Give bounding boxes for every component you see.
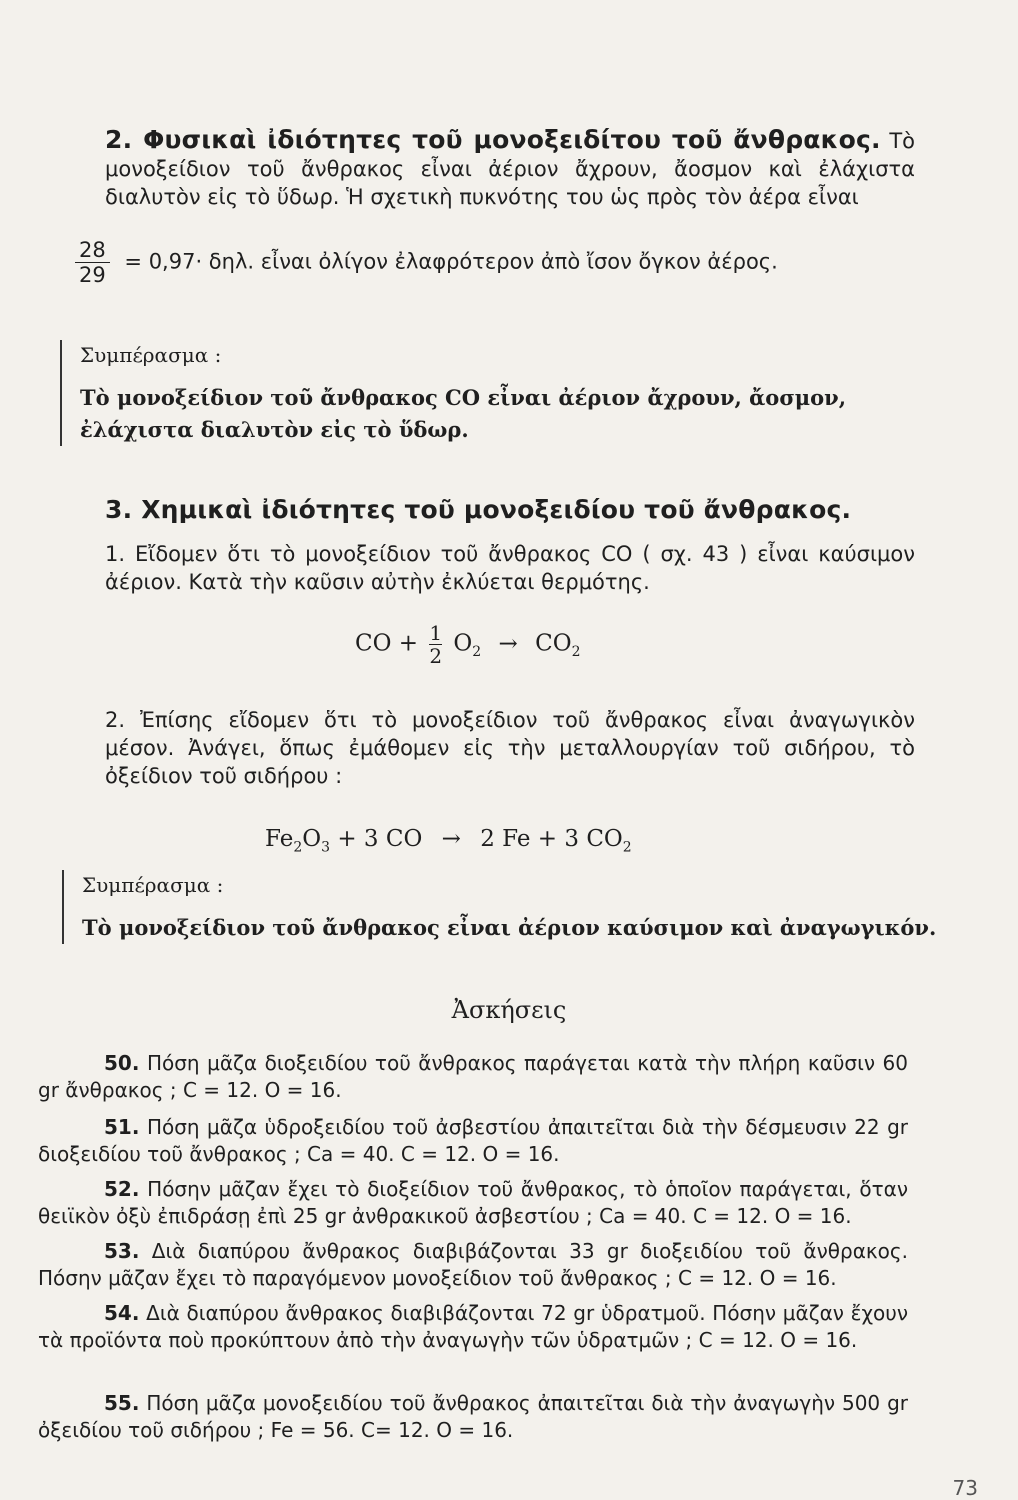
conclusion-statement: Τὸ μονοξείδιον τοῦ ἄνθρακος CO εἶναι ἀέριον ἄχρουν, ἄοσμον, ἐλάχιστα διαλυτὸν εἰς τὸ ὕδωρ. — [80, 385, 847, 442]
equation2-fe: Fe — [265, 826, 294, 852]
equation1-arrow: → — [498, 630, 518, 657]
section2-text-tail: = 0,97· δηλ. εἶναι ὀλίγον ἐλαφρότερον ἀπὸ ἴσον ὄγκον ἀέρος. — [124, 249, 778, 274]
exercise-number: 50. — [104, 1051, 140, 1075]
conclusion-label: Συμπέρασμα : — [80, 343, 222, 367]
exercise-54 — [38, 1300, 908, 1354]
exercise-number: 51. — [104, 1115, 140, 1139]
conclusion-box-1 — [60, 340, 940, 446]
equation2-arrow: → — [441, 826, 461, 852]
exercise-text: Διὰ διαπύρου ἄνθρακος διαβιβάζονται 33 gr διοξειδίου τοῦ ἄνθρακος. Πόσην μᾶζαν ἔχει τὸ παραγόμενον μονοξείδιον τοῦ ἄνθρακος ; C = 12. O = 16. — [38, 1239, 908, 1290]
exercises-title: Ἀσκήσεις — [451, 996, 567, 1024]
equation1-fraction-denominator: 2 — [429, 644, 443, 668]
equation1-oxygen: O — [453, 630, 473, 657]
exercise-text: Πόσην μᾶζαν ἔχει τὸ διοξείδιον τοῦ ἄνθρακος, τὸ ὁποῖον παράγεται, ὅταν θειϊκὸν ὀξὺ ἐπιδράσῃ ἐπὶ 25 gr ἀνθρακικοῦ ἀσβεστίου ; Ca = 40. C = 12. O = 16. — [38, 1177, 908, 1228]
exercise-number: 55. — [104, 1391, 140, 1415]
conclusion2-statement: Τὸ μονοξείδιον τοῦ ἄνθρακος εἶναι ἀέριον καύσιμον καὶ ἀναγωγικόν. — [82, 915, 937, 940]
density-line — [75, 238, 885, 287]
density-fraction-numerator: 28 — [75, 238, 110, 263]
density-fraction — [75, 238, 110, 287]
equation1-lhs: CO + — [355, 630, 419, 657]
exercise-number: 54. — [104, 1301, 140, 1325]
density-fraction-denominator: 29 — [79, 263, 106, 287]
exercise-text: Πόση μᾶζα διοξειδίου τοῦ ἄνθρακος παράγεται κατὰ τὴν πλήρη καῦσιν 60 gr ἄνθρακος ; C = 12. O = 16. — [38, 1051, 908, 1102]
equation1-product: CO — [535, 630, 572, 657]
equation1-fraction-numerator: 1 — [429, 621, 443, 645]
section3-paragraph-2: 2. Ἐπίσης εἴδομεν ὅτι τὸ μονοξείδιον τοῦ ἄνθρακος εἶναι ἀναγωγικὸν μέσον. Ἀνάγει, ὅπως ἐμάθομεν εἰς τὴν μεταλλουργίαν τοῦ σιδήρου, τὸ ὀξείδιον τοῦ σιδήρου : — [105, 708, 915, 788]
exercise-52 — [38, 1176, 908, 1230]
exercise-number: 53. — [104, 1239, 140, 1263]
exercise-text: Διὰ διαπύρου ἄνθρακος διαβιβάζονται 72 gr ὑδρατμοῦ. Πόσην μᾶζαν ἔχουν τὰ προϊόντα ποὺ προκύπτουν ἀπὸ τὴν ἀναγωγὴν τῶν ὑδρατμῶν ; C = 12. O = 16. — [38, 1301, 908, 1352]
equation1-oxygen-subscript: 2 — [472, 644, 482, 661]
section3-heading: 3. Χημικαὶ ἰδιότητες τοῦ μονοξειδίου τοῦ ἄνθρακος. — [105, 495, 852, 524]
combustion-equation — [355, 622, 580, 667]
equation2-sub-c: 2 — [622, 839, 632, 856]
page-number: 73 — [952, 1476, 978, 1500]
exercise-51 — [38, 1114, 908, 1168]
section3-paragraph-1: 1. Εἴδομεν ὅτι τὸ μονοξείδιον τοῦ ἄνθρακος CO ( σχ. 43 ) εἶναι καύσιμον ἀέριον. Κατὰ τὴν καῦσιν αὐτὴν ἐκλύεται θερμότης. — [105, 542, 915, 594]
exercise-50 — [38, 1050, 908, 1104]
exercise-number: 52. — [104, 1177, 140, 1201]
equation2-rhs: 2 Fe + 3 CO — [480, 826, 623, 852]
equation2-middle: + 3 CO — [337, 826, 423, 852]
exercise-53 — [38, 1238, 908, 1292]
conclusion-box-2 — [62, 870, 942, 944]
section2-text-lead: Τὸ μονοξείδιον τοῦ ἄνθρακος εἶναι ἀέριον ἄχρουν, ἄοσμον καὶ ἐλάχιστα διαλυτὸν εἰς τὸ ὕδωρ. Ἡ σχετικὴ πυκνότης του ὡς πρὸς τὸν ἀέρα εἶναι — [105, 129, 915, 209]
section2-heading: 2. Φυσικαὶ ἰδιότητες τοῦ μονοξειδίτου τοῦ ἄνθρακος. — [105, 125, 881, 154]
equation2-sub-a: 2 — [293, 839, 303, 856]
equation2-sub-b: 3 — [321, 839, 331, 856]
equation1-product-subscript: 2 — [571, 644, 581, 661]
section2-paragraph — [105, 126, 915, 211]
conclusion2-label: Συμπέρασμα : — [82, 873, 224, 897]
reduction-equation — [265, 826, 632, 856]
exercise-text: Πόση μᾶζα ὑδροξειδίου τοῦ ἀσβεστίου ἀπαιτεῖται διὰ τὴν δέσμευσιν 22 gr διοξειδίου τοῦ ἄνθρακος ; Ca = 40. C = 12. O = 16. — [38, 1115, 908, 1166]
exercise-text: Πόση μᾶζα μονοξειδίου τοῦ ἄνθρακος ἀπαιτεῖται διὰ τὴν ἀναγωγὴν 500 gr ὀξειδίου τοῦ σιδήρου ; Fe = 56. C= 12. O = 16. — [38, 1391, 908, 1442]
equation1-fraction — [429, 622, 442, 667]
exercise-55 — [38, 1390, 908, 1444]
equation2-o: O — [302, 826, 322, 852]
